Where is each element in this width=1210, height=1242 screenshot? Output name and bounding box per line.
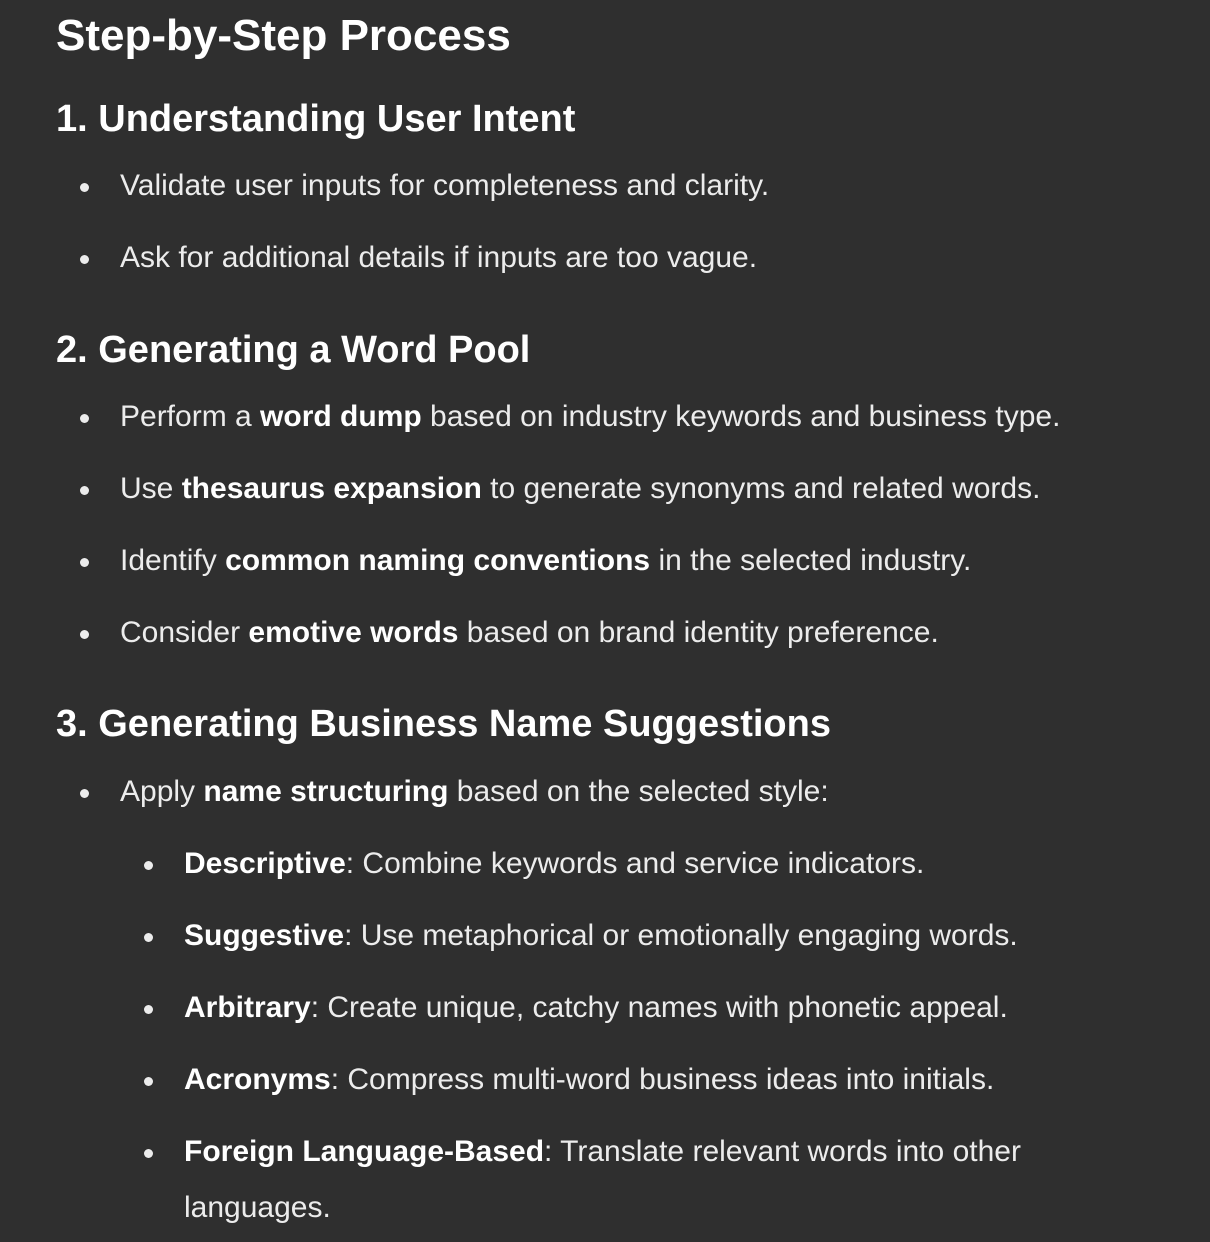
- page-title: Step-by-Step Process: [56, 11, 511, 60]
- section-heading-understanding-user-intent: 1. Understanding User Intent: [56, 98, 576, 140]
- list-item: Apply name structuring based on the selected style:: [120, 764, 829, 820]
- bullet-icon: [80, 183, 89, 192]
- section-heading-generating-business-name-suggestions: 3. Generating Business Name Suggestions: [56, 703, 831, 745]
- sub-list-item-suggestive: Suggestive: Use metaphorical or emotionally engaging words.: [184, 908, 1018, 964]
- list-item: Consider emotive words based on brand identity preference.: [120, 605, 939, 661]
- list-item: Perform a word dump based on industry keywords and business type.: [120, 389, 1060, 445]
- bullet-icon: [80, 486, 89, 495]
- bullet-icon: [144, 1149, 153, 1158]
- sub-list-item-arbitrary: Arbitrary: Create unique, catchy names with phonetic appeal.: [184, 980, 1008, 1036]
- bullet-icon: [144, 1077, 153, 1086]
- bullet-icon: [80, 414, 89, 423]
- list-item: Use thesaurus expansion to generate synonyms and related words.: [120, 461, 1040, 517]
- bullet-icon: [80, 630, 89, 639]
- bullet-icon: [80, 255, 89, 264]
- bullet-icon: [80, 789, 89, 798]
- section-heading-generating-word-pool: 2. Generating a Word Pool: [56, 329, 531, 371]
- sub-list-item-acronyms: Acronyms: Compress multi-word business ideas into initials.: [184, 1052, 994, 1108]
- list-item: Validate user inputs for completeness and clarity.: [120, 158, 769, 214]
- sub-list-item-descriptive: Descriptive: Combine keywords and service indicators.: [184, 836, 924, 892]
- list-item: Identify common naming conventions in the selected industry.: [120, 533, 971, 589]
- sub-list-item-foreign-language-based: Foreign Language-Based: Translate relevant words into other languages.: [184, 1124, 1144, 1236]
- bullet-icon: [144, 861, 153, 870]
- bullet-icon: [80, 558, 89, 567]
- bullet-icon: [144, 933, 153, 942]
- list-item: Ask for additional details if inputs are too vague.: [120, 230, 757, 286]
- bullet-icon: [144, 1005, 153, 1014]
